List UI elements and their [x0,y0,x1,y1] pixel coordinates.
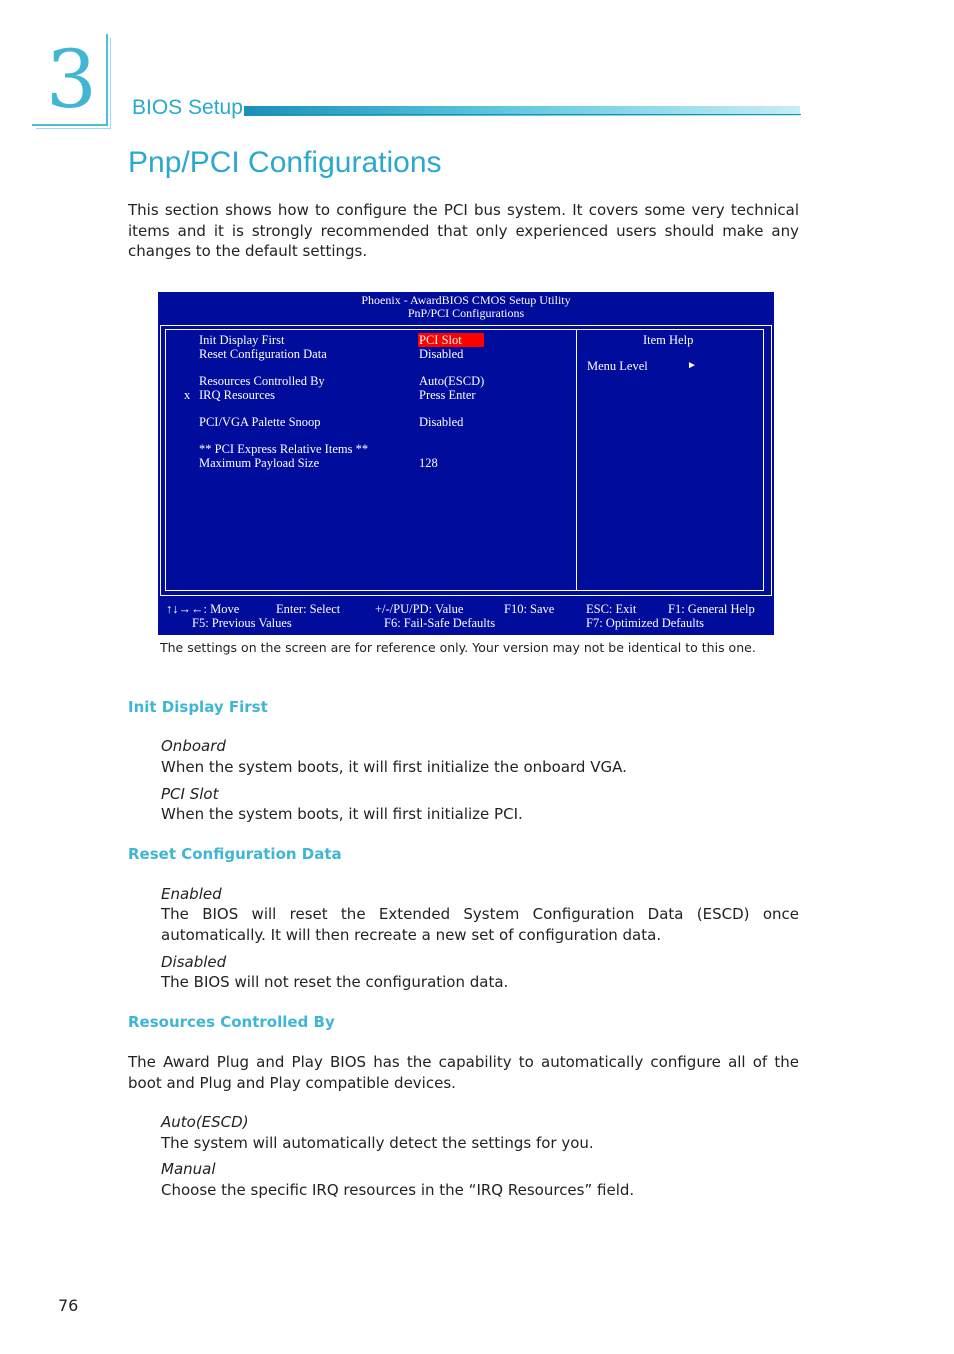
bios-item-locked-mark: x [184,388,191,402]
bios-heading-pci-express: ** PCI Express Relative Items ** [199,442,369,456]
bios-footer-exit: ESC: Exit [586,602,637,616]
bios-subtitle: PnP/PCI Configurations [407,306,525,320]
bios-value-maximum-payload-size[interactable]: 128 [419,456,438,470]
bios-item-reset-configuration-data[interactable]: Reset Configuration Data [199,347,327,361]
triangle-right-icon: ► [687,360,697,371]
section-heading-resources-controlled-by: Resources Controlled By [128,1013,335,1031]
bios-value-init-display-first[interactable]: PCI Slot [418,333,484,347]
bios-footer-save: F10: Save [504,602,555,616]
option-name: Onboard [161,737,226,755]
option-description: The BIOS will reset the Extended System Configuration Data (ESCD) once automatically. It will then recreate a new set of configuration data. [161,905,799,944]
option-description: Choose the specific IRQ resources in the “IRQ Resources” field. [161,1181,635,1199]
section-intro: The Award Plug and Play BIOS has the capability to automatically configure all of the boot and Plug and Play compatible devices. [128,1053,799,1092]
bios-value-pci-vga-palette-snoop[interactable]: Disabled [419,415,464,429]
chapter-title: BIOS Setup [132,96,243,119]
bios-item-irq-resources[interactable]: IRQ Resources [199,388,276,402]
bios-item-maximum-payload-size[interactable]: Maximum Payload Size [199,456,320,470]
option-name: Disabled [161,953,227,971]
option-name: PCI Slot [161,785,219,803]
screenshot-caption: The settings on the screen are for reference only. Your version may not be identical to this one. [160,640,756,655]
option-description: When the system boots, it will first initialize PCI. [161,805,523,823]
bios-menu-level: Menu Level [587,359,648,373]
bios-item-pci-vga-palette-snoop[interactable]: PCI/VGA Palette Snoop [199,415,321,429]
bios-footer-value: +/-/PU/PD: Value [375,602,464,616]
page-number: 76 [58,1296,79,1315]
section-heading-init-display-first: Init Display First [128,698,268,716]
chapter-number: 3 [46,33,97,126]
bios-footer-failsafe: F6: Fail-Safe Defaults [384,616,496,630]
bios-item-resources-controlled-by[interactable]: Resources Controlled By [199,374,325,388]
option-description: The BIOS will not reset the configuration data. [161,973,509,991]
option-description: When the system boots, it will first initialize the onboard VGA. [161,758,627,776]
bios-footer-previous: F5: Previous Values [192,616,292,630]
bios-screen [158,292,774,635]
option-name: Manual [161,1160,216,1178]
option-name: Enabled [161,885,222,903]
bios-footer-enter: Enter: Select [276,602,341,616]
bios-item-init-display-first[interactable]: Init Display First [199,333,285,347]
bios-panel-divider [576,329,577,591]
bios-footer-move: ↑↓→←: Move [166,602,240,616]
bios-footer-optimized: F7: Optimized Defaults [586,616,705,630]
bios-value-irq-resources[interactable]: Press Enter [419,388,476,402]
bios-footer-help: F1: General Help [668,602,755,616]
bios-value-resources-controlled-by[interactable]: Auto(ESCD) [419,374,485,388]
intro-paragraph: This section shows how to configure the PCI bus system. It covers some very technical items and it is strongly recommended that only experienced users should make any changes to the default settings. [128,201,799,260]
bios-value-reset-configuration-data[interactable]: Disabled [419,347,464,361]
page-title: Pnp/PCI Configurations [128,146,442,179]
bios-title: Phoenix - AwardBIOS CMOS Setup Utility [361,293,571,307]
option-name: Auto(ESCD) [161,1113,249,1131]
option-description: The system will automatically detect the settings for you. [161,1134,594,1152]
bios-item-help-title: Item Help [643,333,694,347]
section-heading-reset-configuration-data: Reset Configuration Data [128,845,342,863]
chapter-header-rule [244,114,801,115]
